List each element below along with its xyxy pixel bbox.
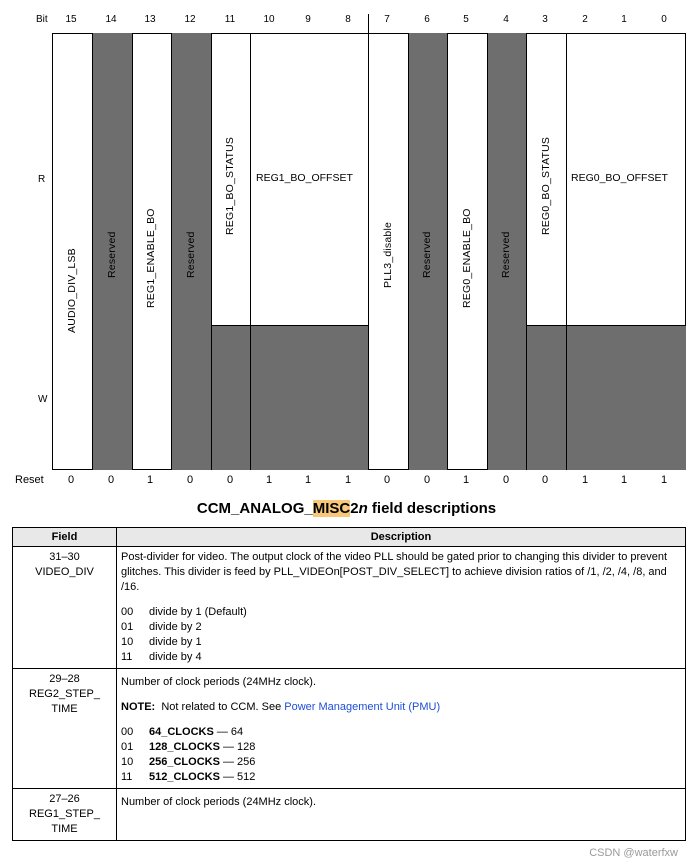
bit-number: 2: [582, 14, 588, 25]
row-label-r: R: [38, 174, 46, 185]
enum-item: [121, 650, 681, 665]
title-italic: n: [358, 500, 368, 517]
bit-number: 3: [542, 14, 548, 25]
header-field: Field: [13, 528, 117, 547]
field-label: Reserved: [421, 231, 433, 278]
enum-item: [121, 755, 681, 770]
bit-number: 6: [424, 14, 430, 25]
field-name: REG2_STEP_: [29, 688, 100, 700]
enum-item: [121, 740, 681, 755]
note-text: Not related to CCM. See: [161, 701, 285, 713]
field-name: VIDEO_DIV: [35, 566, 94, 578]
table-row: [13, 547, 686, 669]
field-label: REG1_BO_OFFSET: [256, 172, 353, 184]
enum-code: 10: [121, 636, 134, 648]
bit-number: 11: [224, 14, 236, 25]
field-label: AUDIO_DIV_LSB: [66, 248, 78, 333]
field-label: Reserved: [185, 231, 197, 278]
field-name: REG1_STEP_: [29, 808, 100, 820]
description-text: Post-divider for video. The output clock of the video PLL should be gated prior to changing this divider to prevent glitches. This divider is feed by PLL_VIDEOn[POST_DIV_SELECT] to achieve division ratios of /1, /2, /4, /8, and /16.: [121, 551, 668, 593]
reset-value: 0: [383, 474, 391, 486]
enum-code: 00: [121, 726, 134, 738]
title-highlight: MISC: [312, 500, 351, 517]
description-text: Number of clock periods (24MHz clock).: [121, 796, 317, 808]
field-label: REG0_ENABLE_BO: [461, 208, 473, 308]
table-title: [0, 500, 693, 517]
header-description: Description: [117, 528, 686, 547]
field-bits: 29–28: [49, 673, 80, 685]
pmu-link[interactable]: Power Management Unit (PMU): [284, 701, 441, 713]
reset-value: 1: [146, 474, 154, 486]
watermark: CSDN @waterfxw: [589, 847, 678, 859]
field-name-cont: TIME: [51, 823, 78, 835]
field-reserved: [171, 33, 211, 470]
field-bits: 31–30: [49, 551, 80, 563]
field-label: REG1_ENABLE_BO: [145, 208, 157, 308]
note: [121, 700, 681, 715]
bit-number: 1: [621, 14, 627, 25]
title-rest: field descriptions: [367, 500, 497, 517]
field-label: PLL3_disable: [382, 221, 394, 288]
description-cell: [117, 547, 686, 669]
field-label: Reserved: [500, 231, 512, 278]
field-bits: 27–26: [49, 793, 80, 805]
field-name-cont: TIME: [51, 703, 78, 715]
description-text: Number of clock periods (24MHz clock).: [121, 676, 317, 688]
field-label: REG0_BO_STATUS: [540, 136, 552, 235]
enum-item: [121, 725, 681, 740]
field-cell: [13, 547, 117, 669]
enum-value: — 64: [216, 726, 244, 738]
bit-number: 14: [105, 14, 117, 25]
table-row: [13, 789, 686, 841]
enum-code: 11: [121, 771, 133, 783]
field-reg0-bo-offset: [566, 33, 685, 470]
title-prefix: CCM_ANALOG_: [196, 500, 313, 517]
enum-list: [121, 605, 681, 665]
field-reg1-bo-status: [211, 33, 250, 470]
field-cell: [13, 789, 117, 841]
bit-number: 5: [463, 14, 469, 25]
bit-number: 4: [503, 14, 509, 25]
field-pll3-disable: [368, 33, 408, 470]
enum-code: 11: [121, 651, 133, 663]
reset-value: 1: [620, 474, 628, 486]
bit-number: 13: [144, 14, 156, 25]
title-num: 2: [350, 500, 359, 517]
field-reserved: [408, 33, 447, 470]
field-cell: [13, 669, 117, 789]
reset-value: 1: [265, 474, 273, 486]
note-label: NOTE:: [121, 701, 156, 713]
reset-value: 1: [581, 474, 589, 486]
reset-value: 1: [344, 474, 352, 486]
reset-value: 1: [462, 474, 470, 486]
reset-value: 0: [107, 474, 115, 486]
enum-item: [121, 770, 681, 785]
enum-value: — 512: [222, 771, 256, 783]
field-reg0-bo-status: [526, 33, 566, 470]
field-audio-div-lsb: [52, 33, 92, 470]
field-label: REG0_BO_OFFSET: [571, 172, 668, 184]
bit-label: Bit: [36, 14, 48, 25]
description-cell: [117, 789, 686, 841]
enum-name: 64_CLOCKS: [149, 726, 214, 738]
enum-value: — 256: [222, 756, 256, 768]
bit-number: 8: [345, 14, 351, 25]
reset-value: 1: [660, 474, 668, 486]
reset-value: 0: [423, 474, 431, 486]
field-description-table: [12, 527, 686, 841]
reset-value: 0: [67, 474, 75, 486]
enum-item: [121, 620, 681, 635]
description-cell: [117, 669, 686, 789]
enum-code: 10: [121, 756, 134, 768]
enum-value: — 128: [222, 741, 256, 753]
table-header-row: [13, 528, 686, 547]
enum-text: divide by 1 (Default): [149, 606, 247, 618]
reset-value: 1: [304, 474, 312, 486]
bit-number: 15: [65, 14, 77, 25]
row-label-reset: Reset: [15, 474, 44, 486]
field-reg0-enable-bo: [447, 33, 487, 470]
row-label-w: W: [38, 394, 48, 405]
enum-name: 512_CLOCKS: [149, 771, 220, 783]
enum-list: [121, 725, 681, 785]
reset-value: 0: [502, 474, 510, 486]
bit-number: 0: [661, 14, 667, 25]
enum-code: 01: [121, 741, 134, 753]
bit-number: 7: [384, 14, 390, 25]
bit-number: 10: [263, 14, 275, 25]
reset-value: 0: [226, 474, 234, 486]
field-reserved: [487, 33, 526, 470]
reset-value: 0: [541, 474, 549, 486]
bit-number: 12: [184, 14, 196, 25]
enum-code: 01: [121, 621, 134, 633]
enum-text: divide by 4: [149, 651, 202, 663]
field-reg1-bo-offset: [250, 33, 368, 470]
enum-code: 00: [121, 606, 134, 618]
field-label: REG1_BO_STATUS: [224, 136, 236, 235]
reset-value: 0: [186, 474, 194, 486]
field-label: Reserved: [106, 231, 118, 278]
enum-text: divide by 2: [149, 621, 202, 633]
enum-item: [121, 635, 681, 650]
field-reg1-enable-bo: [132, 33, 171, 470]
enum-text: divide by 1: [149, 636, 202, 648]
bit-number: 9: [305, 14, 311, 25]
enum-name: 256_CLOCKS: [149, 756, 220, 768]
field-reserved: [92, 33, 132, 470]
table-row: [13, 669, 686, 789]
enum-name: 128_CLOCKS: [149, 741, 220, 753]
enum-item: [121, 605, 681, 620]
